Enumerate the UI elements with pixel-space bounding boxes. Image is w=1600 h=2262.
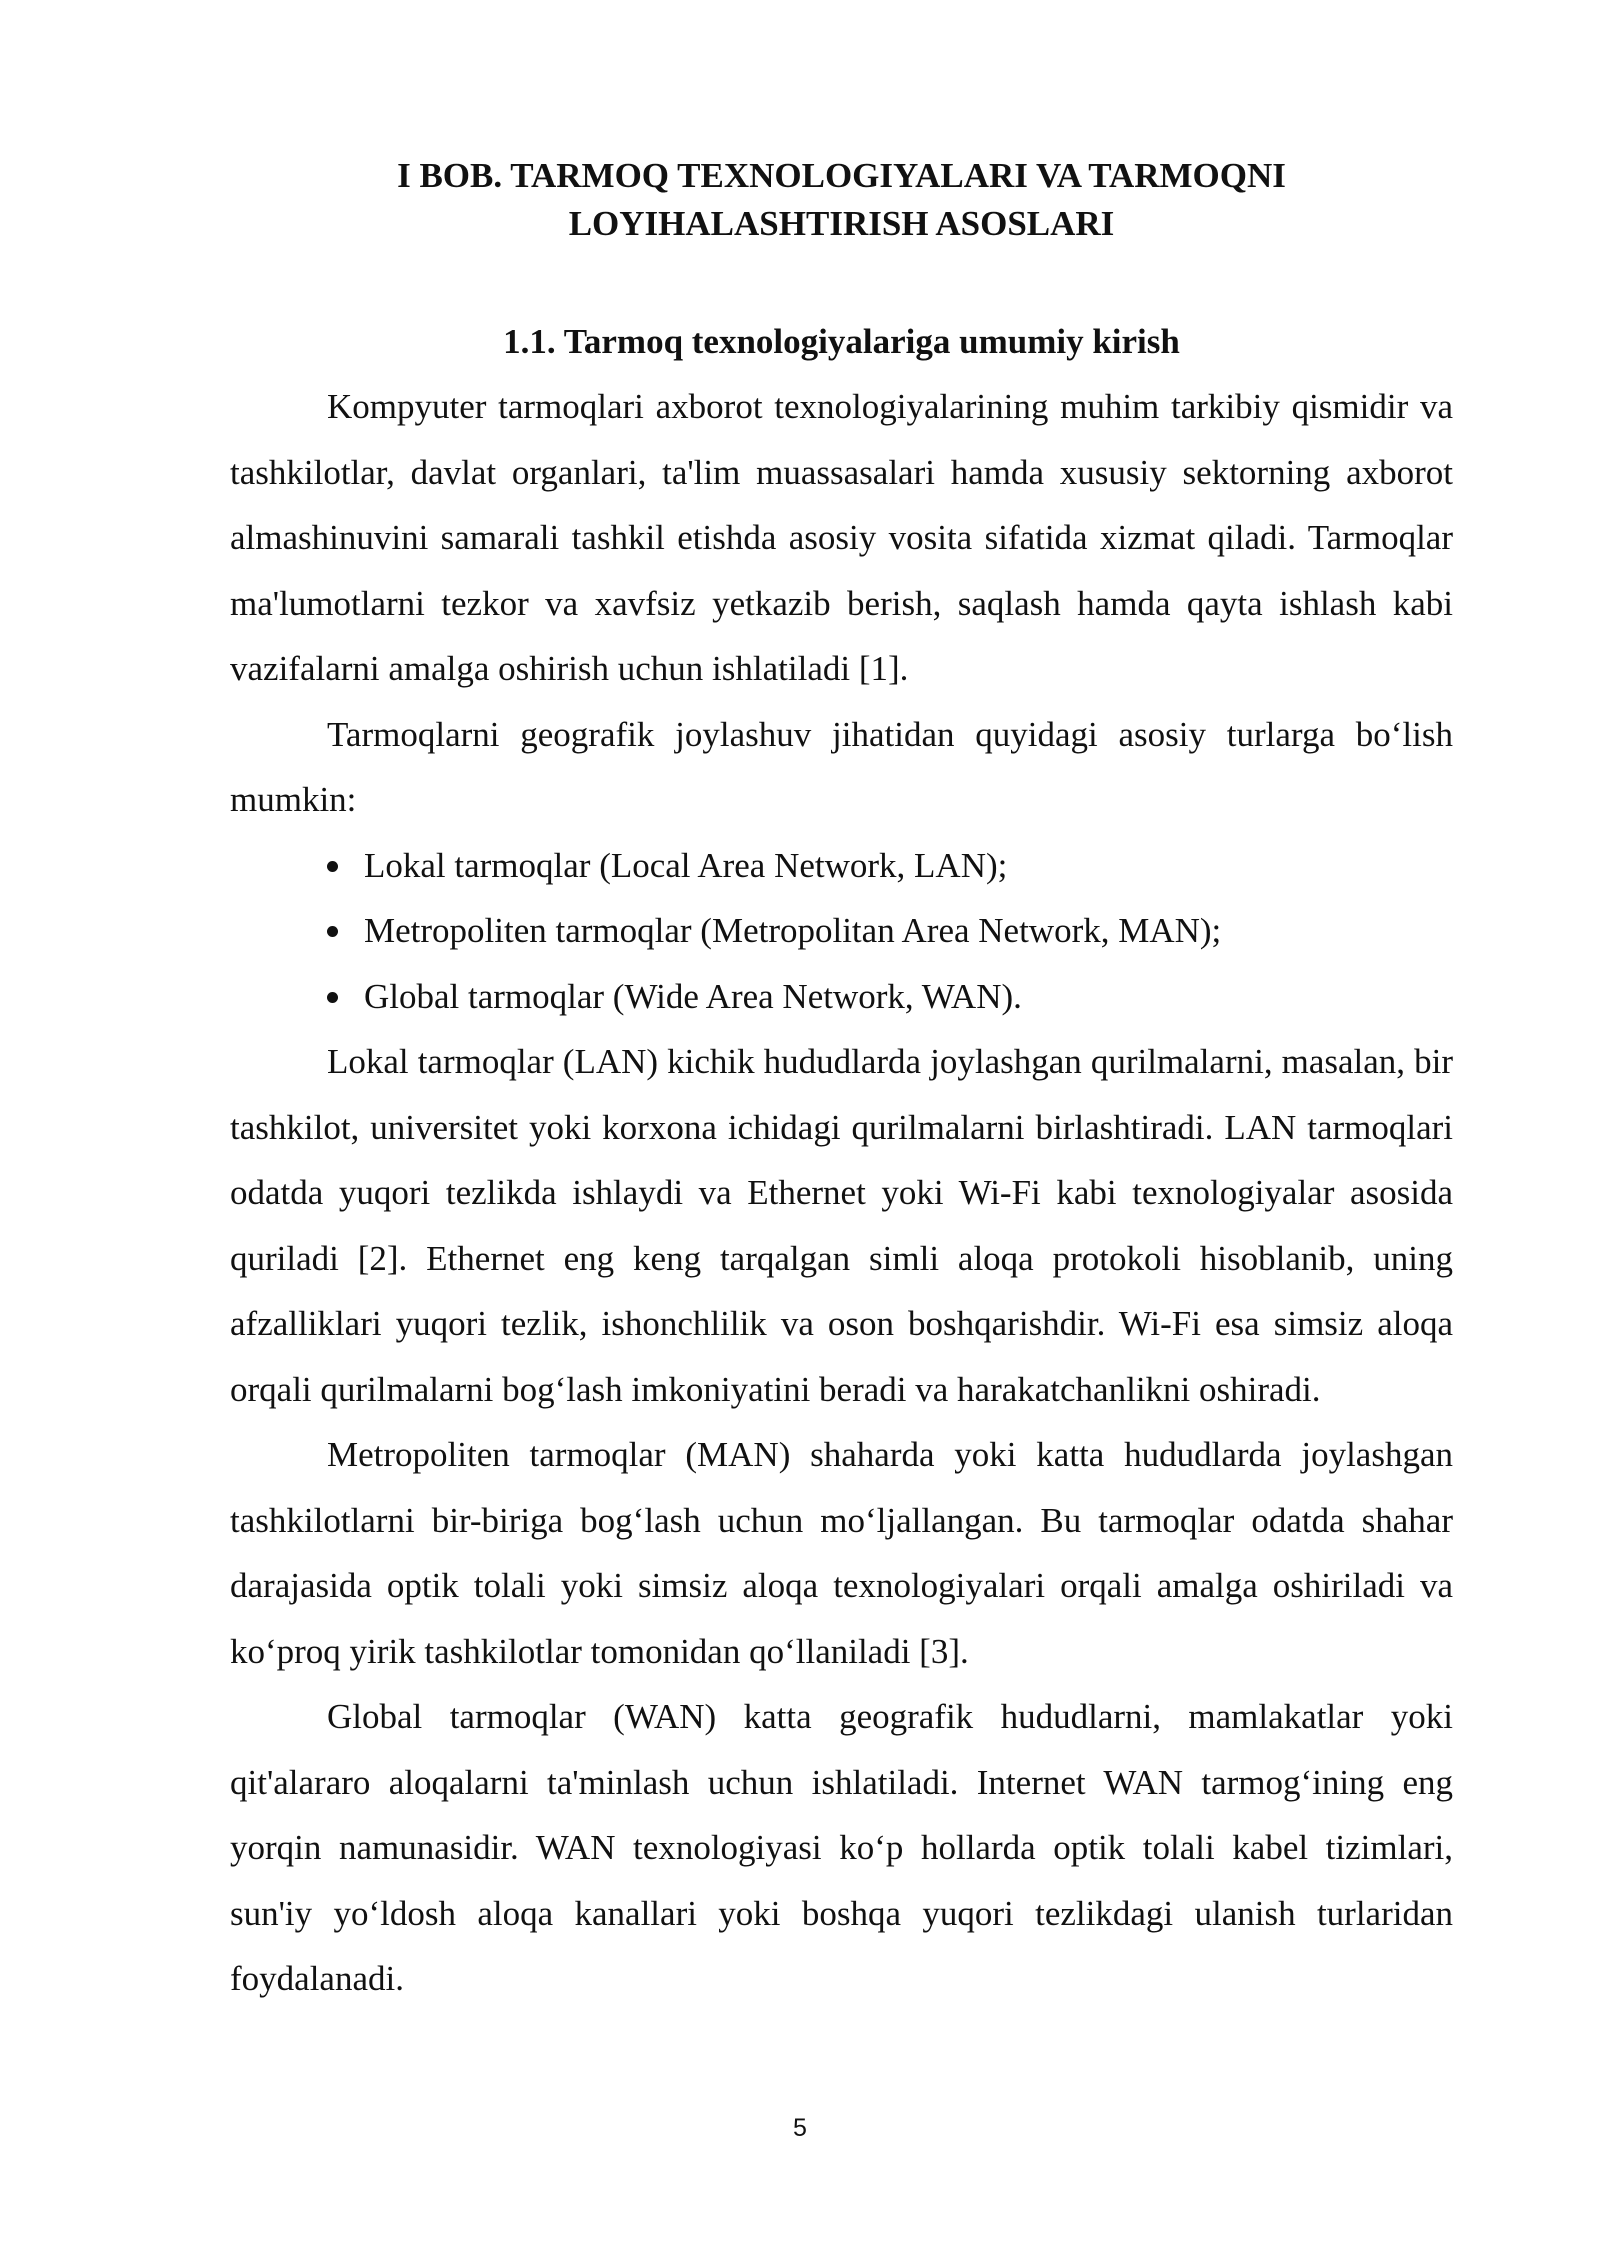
paragraph-wan: Global tarmoqlar (WAN) katta geografik hududlarni, mamlakatlar yoki qit'alararo aloqalarni ta'minlash uchun ishlatiladi. Internet WAN tarmog‘ining eng yorqin namunasidir. WAN texnologiyasi ko‘p hollarda optik tolali kabel tizimlari, sun'iy yo‘ldosh aloqa kanallari yoki boshqa yuqori tezlikdagi ulanish turlaridan foydalanadi. (230, 1697, 1453, 1998)
section-title: 1.1. Tarmoq texnologiyalariga umumiy kirish (503, 322, 1180, 361)
paragraph-man: Metropoliten tarmoqlar (MAN) shaharda yoki katta hududlarda joylashgan tashkilotlarni bir-biriga bog‘lash uchun mo‘ljallangan. Bu tarmoqlar odatda shahar darajasida optik tolali yoki simsiz aloqa texnologiyalari orqali amalga oshiriladi va ko‘proq yirik tashkilotlar tomonidan qo‘llaniladi [3]. (230, 1435, 1453, 1671)
list-item-text: Metropoliten tarmoqlar (Metropolitan Area Network, MAN); (364, 911, 1222, 950)
list-item (230, 833, 1453, 899)
bullet-icon (327, 926, 338, 937)
bullet-icon (327, 992, 338, 1003)
list-item-text: Global tarmoqlar (Wide Area Network, WAN). (364, 976, 1022, 1016)
list-item (230, 964, 1453, 1030)
paragraph-intro: Kompyuter tarmoqlari axborot texnologiyalarining muhim tarkibiy qismidir va tashkilotlar, davlat organlari, ta'lim muassasalari hamda xususiy sektorning axborot almashinuvini samarali tashkil etishda asosiy vosita sifatida xizmat qiladi. Tarmoqlar ma'lumotlarni tezkor va xavfsiz yetkazib berish, saqlash hamda qayta ishlash kabi vazifalarni amalga oshirish uchun ishlatiladi [1]. (230, 387, 1453, 688)
bullet-icon (327, 861, 338, 872)
paragraph-lan: Lokal tarmoqlar (LAN) kichik hududlarda joylashgan qurilmalarni, masalan, bir tashkilot, universitet yoki korxona ichidagi qurilmalarni birlashtiradi. LAN tarmoqlari odatda yuqori tezlikda ishlaydi va Ethernet yoki Wi-Fi kabi texnologiyalar asosida quriladi [2]. Ethernet eng keng tarqalgan simli aloqa protokoli hisoblanib, uning afzalliklari yuqori tezlik, ishonchlilik va oson boshqarishdir. Wi-Fi esa simsiz aloqa orqali qurilmalarni bog‘lash imkoniyatini beradi va harakatchanlikni oshiradi. (230, 1042, 1453, 1409)
chapter-title (230, 152, 1453, 248)
paragraph-types-lead: Tarmoqlarni geografik joylashuv jihatidan quyidagi asosiy turlarga bo‘lish mumkin: (230, 714, 1453, 819)
page-number: 5 (793, 2114, 807, 2142)
network-types-list (230, 833, 1453, 1030)
chapter-title-line-1: I BOB. TARMOQ TEXNOLOGIYALARI VA TARMOQNI (397, 156, 1286, 195)
list-item-text: Lokal tarmoqlar (Local Area Network, LAN); (364, 845, 1008, 885)
body-text (230, 374, 1453, 2012)
chapter-title-line-2: LOYIHALASHTIRISH ASOSLARI (568, 204, 1115, 243)
list-item (230, 898, 1453, 964)
